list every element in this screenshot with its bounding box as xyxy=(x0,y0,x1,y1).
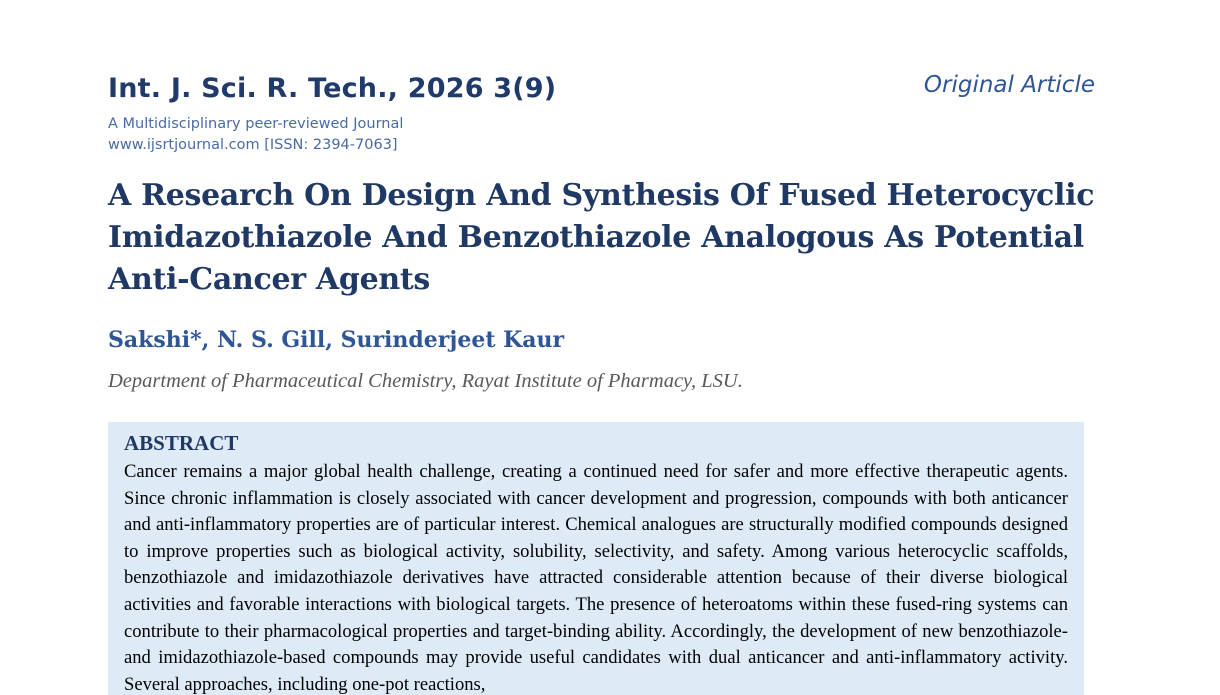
journal-description: A Multidisciplinary peer-reviewed Journal xyxy=(108,116,404,132)
journal-website-link[interactable]: www.ijsrtjournal.com [ISSN: 2394-7063] xyxy=(108,137,398,153)
abstract-text: Cancer remains a major global health challenge, creating a continued need for safer and more effective therapeutic agents. Since chronic inflammation is closely associated with cancer development and progression, compounds with both anticancer and anti-inflammatory properties are of particular interest. Chemical analogues are structurally modified compounds designed to improve properties such as biological activity, solubility, selectivity, and safety. Among various heterocyclic scaffolds, benzothiazole and imidazothiazole derivatives have attracted considerable attention because of their diverse biological activities and favorable interactions with biological targets. The presence of heteroatoms within these fused-ring systems can contribute to their pharmacological properties and target-binding ability. Accordingly, the development of new benzothiazole- and imidazothiazole-based compounds may provide useful candidates with dual anticancer and anti-inflammatory activity. Several approaches, including one-pot reactions, xyxy=(124,461,1068,695)
abstract-heading: ABSTRACT xyxy=(124,431,239,455)
journal-info xyxy=(108,114,403,156)
abstract-section xyxy=(108,422,1084,695)
paper-title: A Research On Design And Synthesis Of Fused Heterocyclic Imidazothiazole And Benzothiazole Analogous As Potential Anti-Cancer Agents xyxy=(108,178,1095,297)
author-affiliation: Department of Pharmaceutical Chemistry, Rayat Institute of Pharmacy, LSU. xyxy=(108,370,743,392)
author-list: Sakshi*, N. S. Gill, Surinderjeet Kaur xyxy=(108,327,565,353)
journal-citation: Int. J. Sci. R. Tech., 2026 3(9) xyxy=(108,73,557,104)
article-type-label: Original Article xyxy=(923,72,1095,98)
